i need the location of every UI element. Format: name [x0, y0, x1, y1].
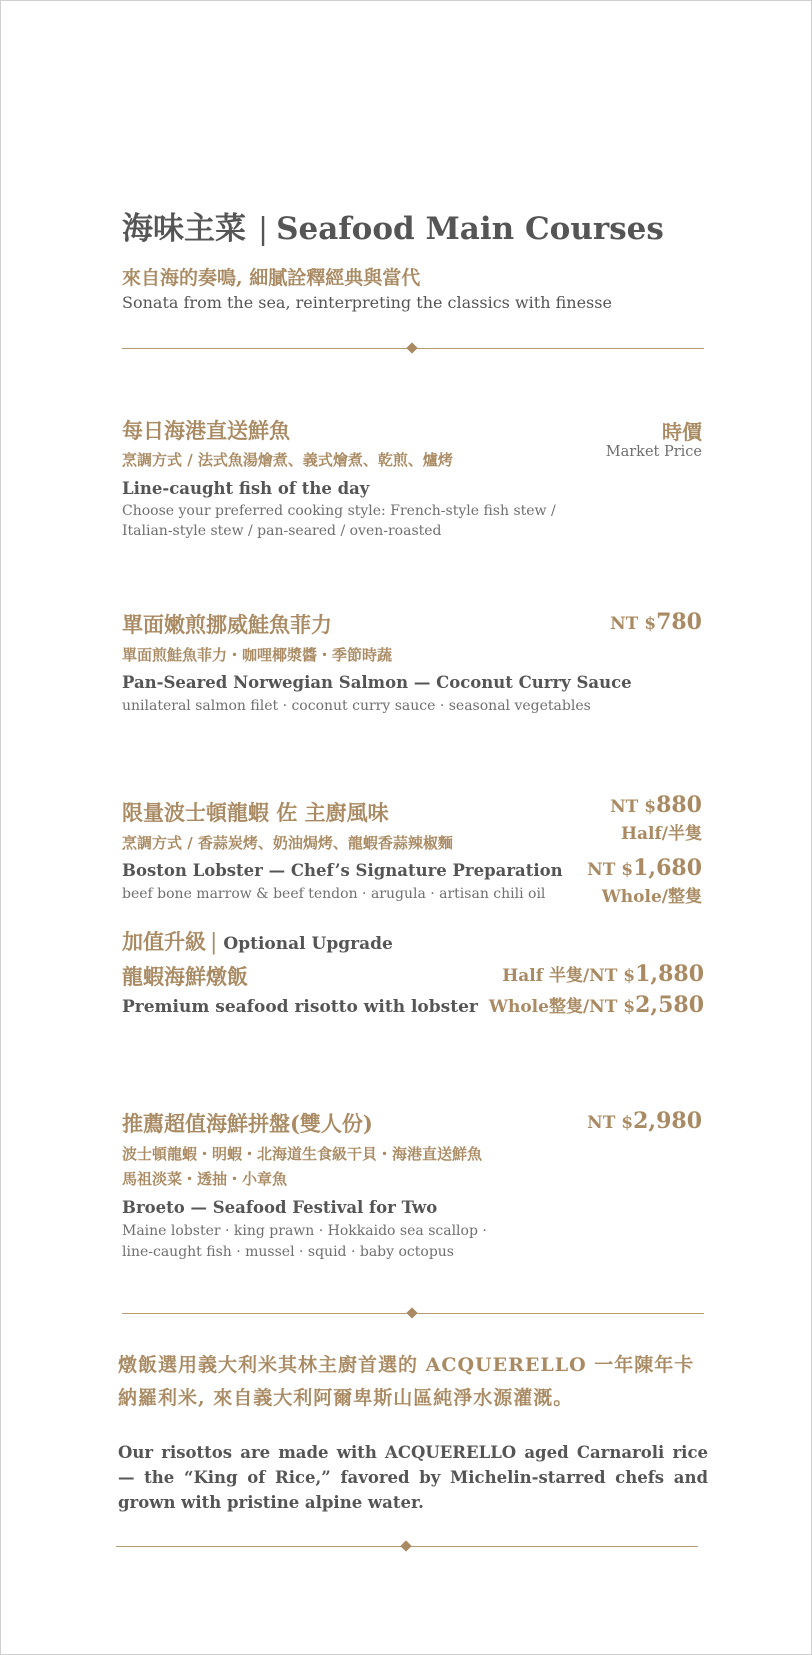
tagline-en: Sonata from the sea, reinterpreting the classics with finesse — [122, 293, 612, 312]
item-desc-line-1: beef bone marrow & beef tendon · arugula · artisan chili oil — [122, 886, 546, 902]
footer-note-en: Our risottos are made with ACQUERELLO aged Carnaroli rice — the “King of Rice,” favored by Michelin-starred chefs and grown with pristine alpine water. — [118, 1443, 708, 1512]
item-name-zh: 單面嫩煎挪威鮭魚菲力 — [122, 612, 332, 637]
item-name-zh: 每日海港直送鮮魚 — [122, 418, 290, 443]
item-sub-zh: 烹調方式 / 香蒜炭烤、奶油焗烤、龍蝦香蒜辣椒麵 — [122, 834, 453, 852]
item-price-whole: NT $1,680 — [587, 855, 702, 881]
item-name-en: Broeto — Seafood Festival for Two — [122, 1198, 438, 1217]
title-zh: 海味主菜 — [122, 211, 246, 247]
title-en: Seafood Main Courses — [276, 211, 664, 247]
item-desc-line-1: Maine lobster · king prawn · Hokkaido sea scallop · — [122, 1223, 487, 1239]
item-desc-line-2: Italian-style stew / pan-seared / oven-roasted — [122, 523, 442, 539]
title-separator: | — [258, 212, 269, 247]
item-sub-zh: 烹調方式 / 法式魚湯燴煮、義式燴煮、乾煎、爐烤 — [122, 451, 453, 469]
item-price-half: NT $880 — [610, 792, 702, 818]
upgrade-price-whole: Whole整隻/NT $2,580 — [488, 992, 704, 1018]
item-price: NT $2,980 — [587, 1108, 702, 1134]
item-desc-line-2: line-caught fish · mussel · squid · baby octopus — [122, 1244, 454, 1260]
upgrade-label-zh: 加值升級 — [122, 929, 206, 954]
item-name-zh: 限量波士頓龍蝦 佐 主廚風味 — [122, 800, 389, 825]
item-price-whole-label: Whole/整隻 — [601, 887, 702, 907]
upgrade-name-en: Premium seafood risotto with lobster — [122, 997, 478, 1017]
item-desc-line-1: unilateral salmon filet · coconut curry sauce · seasonal vegetables — [122, 698, 591, 714]
item-sub-zh-line-2: 馬祖淡菜・透抽・小章魚 — [122, 1170, 288, 1188]
upgrade-name-zh: 龍蝦海鮮燉飯 — [122, 964, 248, 989]
tagline-zh: 來自海的奏鳴, 細膩詮釋經典與當代 — [122, 267, 421, 289]
upgrade-price-half: Half 半隻/NT $1,880 — [502, 961, 704, 987]
upgrade-heading — [122, 926, 393, 956]
item-price-zh: 時價 — [662, 420, 702, 444]
item-name-zh: 推薦超值海鮮拼盤(雙人份) — [122, 1111, 373, 1136]
footer-note-zh: 燉飯選用義大利米其林主廚首選的 ACQUERELLO 一年陳年卡納羅利米, 來自義大利阿爾卑斯山區純淨水源灌溉。 — [118, 1354, 695, 1409]
upgrade-separator: | — [210, 930, 218, 955]
item-name-en: Line-caught fish of the day — [122, 479, 370, 498]
page-title — [122, 203, 664, 248]
item-sub-zh-line-1: 波士頓龍蝦・明蝦・北海道生食級干貝・海港直送鮮魚 — [122, 1145, 483, 1163]
item-price-en: Market Price — [605, 444, 702, 460]
item-desc-line-1: Choose your preferred cooking style: French-style fish stew / — [122, 503, 556, 519]
item-name-en: Pan-Seared Norwegian Salmon — Coconut Curry Sauce — [122, 673, 632, 692]
item-sub-zh: 單面煎鮭魚菲力・咖哩椰漿醬・季節時蔬 — [122, 646, 393, 664]
item-price: NT $780 — [610, 609, 702, 635]
upgrade-label-en: Optional Upgrade — [223, 934, 393, 954]
item-name-en: Boston Lobster — Chef’s Signature Preparation — [122, 861, 563, 880]
item-price-half-label: Half/半隻 — [620, 824, 702, 844]
